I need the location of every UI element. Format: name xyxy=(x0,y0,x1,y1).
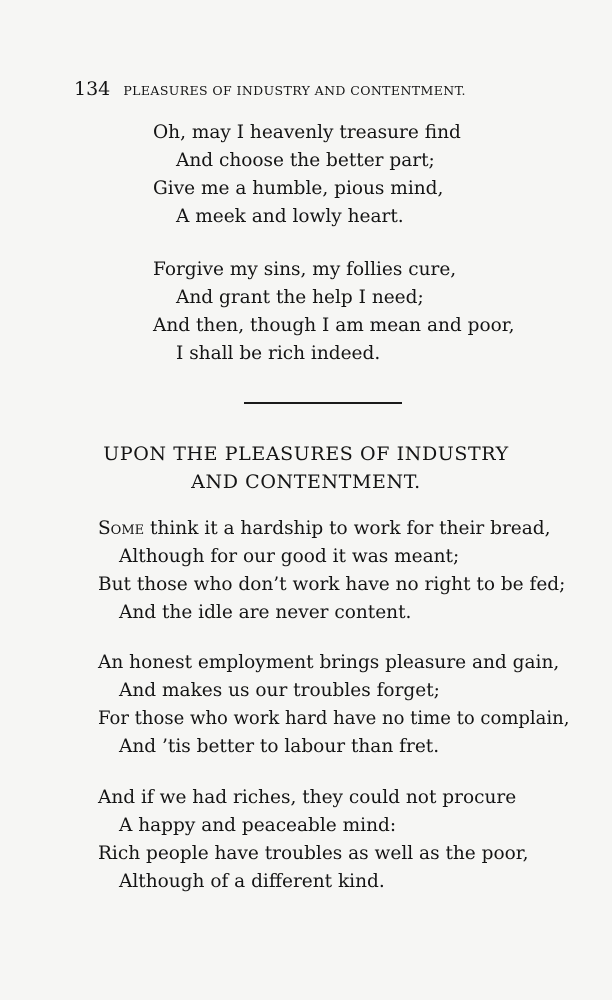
verse-line: Give me a humble, pious mind, xyxy=(153,178,444,199)
verse-line: For those who work hard have no time to complain, xyxy=(98,708,570,729)
running-head xyxy=(74,78,466,100)
poem-title-line-2: AND CONTENTMENT. xyxy=(191,471,421,493)
verse-line: And choose the better part; xyxy=(176,150,435,171)
verse-line xyxy=(98,517,551,541)
drop-word: Some xyxy=(98,518,145,539)
verse-line: A meek and lowly heart. xyxy=(176,206,404,227)
verse-line: Although for our good it was meant; xyxy=(119,546,460,567)
poem-title-line-1: UPON THE PLEASURES OF INDUSTRY xyxy=(103,443,509,465)
verse-line: Although of a different kind. xyxy=(119,871,385,892)
verse-line: And grant the help I need; xyxy=(176,287,424,308)
verse-line: A happy and peaceable mind: xyxy=(119,815,397,836)
verse-line: And then, though I am mean and poor, xyxy=(153,315,515,336)
page-number: 134 xyxy=(74,78,111,100)
verse-line: And if we had riches, they could not procure xyxy=(98,787,517,808)
section-divider xyxy=(244,402,402,404)
verse-line: Rich people have troubles as well as the poor, xyxy=(98,843,529,864)
verse-line: Oh, may I heavenly treasure find xyxy=(153,122,461,143)
verse-line: And makes us our troubles forget; xyxy=(119,680,440,701)
verse-line: And the idle are never content. xyxy=(119,602,412,623)
verse-line: An honest employment brings pleasure and gain, xyxy=(98,652,560,673)
verse-line: But those who don’t work have no right to be fed; xyxy=(98,574,566,595)
verse-line-text: think it a hardship to work for their bread, xyxy=(144,518,551,539)
verse-line: Forgive my sins, my follies cure, xyxy=(153,259,457,280)
running-title: PLEASURES OF INDUSTRY AND CONTENTMENT. xyxy=(123,83,466,98)
verse-line: I shall be rich indeed. xyxy=(176,343,381,364)
verse-line: And ’tis better to labour than fret. xyxy=(119,736,440,757)
